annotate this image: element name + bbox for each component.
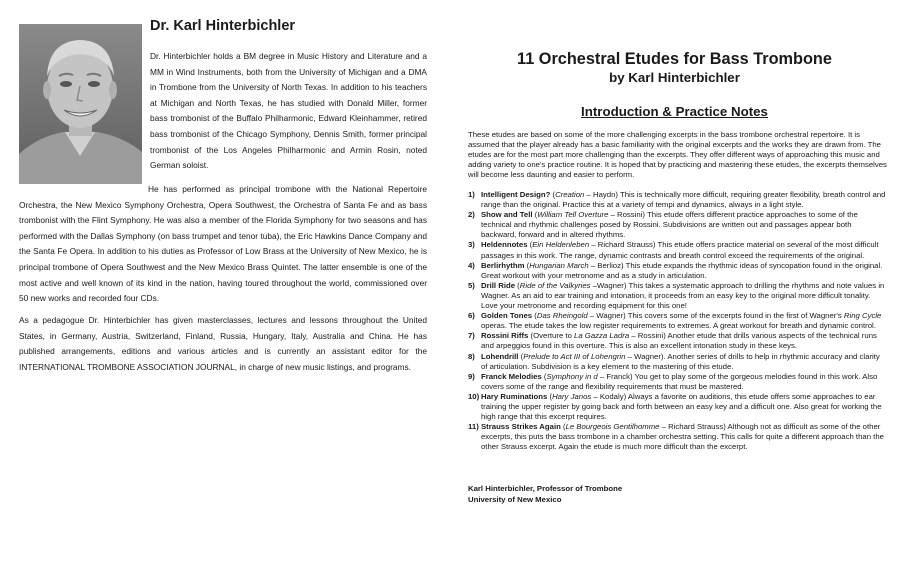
etude-number: 2) [468, 210, 475, 220]
etude-work: Hungarian March [529, 260, 589, 270]
bio-name: Dr. Karl Hinterbichler [150, 18, 296, 34]
etude-title: Golden Tones [481, 311, 533, 321]
etude-work: La Gazza Ladra [574, 331, 630, 341]
notes-page [462, 0, 887, 582]
etude-work: William Tell Overture [537, 210, 609, 220]
bio-paragraph-education: Dr. Hinterbichler holds a BM degree in Music History and Literature and a MM in Wind Instruments, both from the University of Michigan and a DMA in Trombone from the University of North Texas. In addition to his teachers at Michigan and North Texas, he has studied with Donald Miller, former bass trombonist of the Buffalo Philharmonic, Edward Kleinhammer, retired bass trombonist of the Chicago Symphony, Dennis Smith, former principal trombonist of the Los Angeles Philharmonic and Armin Rosin, noted German soloist. [150, 51, 427, 171]
etude-description: – Kodaly) Always a favorite on auditions, this etude offers some approaches to ear training the upper register by going back and forth between an easy key and a difficult one. Also great for working the high range that this excerpt requires. [481, 391, 882, 422]
etude-work: Das Rheingold [536, 311, 588, 321]
etude-number: 8) [468, 351, 475, 361]
etude-number: 1) [468, 190, 475, 199]
bio-page [0, 0, 440, 582]
etude-title: Berlirhythm [481, 260, 525, 270]
etude-description: – Rossini) This etude offers different practice approaches to some of the technical and rhythmic challenges posed by Rossini. Subdivisions are written out and passages appear both backward, forward and in altered rhythms. [481, 210, 858, 240]
etude-title: Strauss Strikes Again [481, 422, 561, 432]
etude-number: 4) [468, 260, 475, 270]
etude-description: –Wagner) This takes a systematic approach to drilling the rhythms and note values in Wagner. As an aid to ear training and intonation, it proceeds from an easy key to the original more difficult tonality. Love your metronome and recording equipment for this one! [481, 280, 885, 311]
signature-block [468, 484, 622, 505]
signature-affiliation: University of New Mexico [468, 494, 562, 504]
signature-name: Karl Hinterbichler, Professor of Trombone [468, 484, 623, 493]
etude-title: Rossini Riffs [481, 331, 529, 341]
section-heading: Introduction & Practice Notes [581, 104, 768, 119]
etude-description: – Berlioz) This etude expands the rhythmic ideas of syncopation found in the original. Great workout with your metronome and as a study in articulation. [481, 260, 883, 280]
etude-work-secondary: Ring Cycle [843, 311, 882, 321]
etude-work: Symphony in d [546, 371, 598, 381]
etude-item: 1) Intelligent Design? (Creation – Haydn) This is technically more difficult, requiring greater flexibility, breath control and range than the original. Practice this at a variety of tempi and dynamics, always in a light style. [468, 190, 886, 210]
etude-work: Le Bourgeois Gentilhomme [565, 422, 660, 432]
etude-description: – Richard Strauss) This etude offers practice material on several of the most difficult passages in this work. The range, dynamic contrasts and breath control exceed the requirements of the original. [481, 240, 879, 260]
etude-number: 6) [468, 311, 475, 321]
etude-number: 5) [468, 280, 475, 290]
etude-item: 9) Franck Melodies (Symphony in d – Franck) You get to play some of the gorgeous melodies found in this work. Also covers some of the range and flexibility requirements that must be mastered. [468, 371, 878, 391]
etude-title: Intelligent Design? [481, 190, 551, 199]
etude-number: 3) [468, 240, 475, 250]
etude-description: – Wagner) This covers some of the excerpts found in the first of Wagner's [587, 311, 844, 321]
intro-paragraph: These etudes are based on some of the more challenging excerpts in the bass trombone orchestral repertoire. It is assumed that the player already has a basic familiarity with the original excerpts and the works they are drawn from. The etudes are for the most part more challenging than the excerpts. They offer different ways of approaching this music and adding variety to one's practice routine. It is hoped that by practicing and mastering these etudes, the excerpts themselves will become less daunting and easier to perform. [468, 130, 887, 180]
etude-title: Heldennotes [481, 240, 528, 250]
etude-item: 5) Drill Ride (Ride of the Valkyries –Wagner) This takes a systematic approach to drilling the rhythms and note values in Wagner. As an aid to ear training and intonation, it proceeds from an easy key to the original more difficult tonality. Love your metronome and recording equipment for this one! [468, 280, 885, 311]
etude-item: 7) Rossini Riffs (Overture to La Gazza Ladra – Rossini) Another etude that drills various aspects of the technical runs and arpeggios found in this overture. This is also an excellent intonation study in these keys. [468, 331, 877, 351]
etude-item: 8) Lohendrill (Prelude to Act III of Lohengrin – Wagner). Another series of drills to help in rhythmic accuracy and clarity of articulation. Subdivision is a key element to the mastering of this etude. [468, 351, 880, 371]
etude-work: Creation [555, 190, 585, 199]
etude-description: – Franck) You get to play some of the gorgeous melodies found in this work. Also covers some of the range and flexibility requirements that must be mastered. [481, 371, 878, 391]
etude-description: – Haydn) This is technically more difficult, requiring greater flexibility, breath control and range than the original. Practice this at a variety of tempi and dynamics, always in a light style. [481, 190, 886, 210]
etude-item: 11) Strauss Strikes Again (Le Bourgeois Gentilhomme – Richard Strauss) Although not as difficult as some of the other excerpts, this puts the bass trombone in a chamber orchestra setting. This calls for quite a different approach than the other Strauss excerpt. Again the etude is much more difficult than the excerpt. [468, 422, 884, 452]
etude-item: 3) Heldennotes (Ein Heldenleben – Richard Strauss) This etude offers practice material on several of the most difficult passages in this work. The range, dynamic contrasts and breath control exceed the requirements of the original. [468, 240, 879, 260]
etude-description: – Wagner). Another series of drills to help in rhythmic accuracy and clarity of articulation. Subdivision is a key element to the mastering of this etude. [481, 351, 880, 371]
etude-title: Hary Ruminations [481, 391, 548, 401]
etude-number: 9) [468, 371, 475, 381]
book-title: 11 Orchestral Etudes for Bass Trombone [517, 50, 832, 68]
bio-paragraph-pedagogy: As a pedagogue Dr. Hinterbichler has given masterclasses, lectures and lessons throughout the United States, in Germany, Austria, Switzerland, Finland, Russia, Hungary, Italy, Australia and China. He has published arrangements, editions and various articles and is currently an assistant editor for the INTERNATIONAL TROMBONE ASSOCIATION JOURNAL, in charge of new music listings, and programs. [19, 315, 427, 372]
etude-number: 7) [468, 331, 475, 341]
etude-item: 6) Golden Tones (Das Rheingold – Wagner) This covers some of the excerpts found in the first of Wagner's Ring Cycle operas. The etude takes the low register requirements to extremes. A great workout for breath and dynamic control. [468, 311, 882, 331]
book-byline: by Karl Hinterbichler [609, 70, 740, 85]
etude-description: – Rossini) Another etude that drills various aspects of the technical runs and arpeggios found in this overture. This is also an excellent intonation study in these keys. [481, 331, 877, 351]
etude-work: Ride of the Valkyries [519, 280, 591, 290]
etude-item: 2) Show and Tell (William Tell Overture – Rossini) This etude offers different practice approaches to some of the technical and rhythmic challenges posed by Rossini. Subdivisions are written out and passages appear both backward, forward and in altered rhythms. [468, 210, 858, 240]
etude-list [468, 190, 887, 452]
etude-title: Drill Ride [481, 280, 516, 290]
etude-work: Hary Janos [552, 391, 592, 401]
etude-title: Show and Tell [481, 210, 533, 220]
bio-paragraph-performance: He has performed as principal trombone with the National Repertoire Orchestra, the New Mexico Symphony Orchestra, Opera Southwest, the Orchestra of Santa Fe and as bass trombonist with the Flint Symphony. He was also a member of the Florida Symphony for two seasons and has performed with the Dallas Symphony (on bass trumpet and tenor tuba), the Eric Hawkins Dance Company and the Santa Fe Opera. In addition to his duties as Professor of Low Brass at the University of New Mexico, he is principal trombone of Opera Southwest and the New Mexico Brass Quintet. The latter ensemble is one of the most active and well known of its kind in the nation, having toured throughout the world, commissioned over 50 new works and recorded four CDs. [19, 184, 427, 304]
etude-title: Franck Melodies [481, 371, 542, 381]
etude-title: Lohendrill [481, 351, 519, 361]
portrait-image [19, 24, 142, 184]
etude-item: 10) Hary Ruminations (Hary Janos – Kodaly) Always a favorite on auditions, this etude offers some approaches to ear training the upper register by going back and forth between an easy key and a difficult one. Also great for working the high range that this excerpt requires. [468, 391, 882, 422]
etude-description: – Richard Strauss) Although not as difficult as some of the other excerpts, this puts the bass trombone in a chamber orchestra setting. This calls for quite a different approach than the other Strauss excerpt. Again the etude is much more difficult than the excerpt. [481, 422, 884, 452]
author-photo [19, 24, 142, 184]
etude-number: 10) [468, 391, 480, 401]
etude-work: Prelude to Act III of Lohengrin [523, 351, 626, 361]
etude-description-cont: operas. The etude takes the low register requirements to extremes. A great workout for breath and dynamic control. [481, 321, 876, 331]
etude-work: Ein Heldenleben [532, 240, 590, 250]
etude-item: 4) Berlirhythm (Hungarian March – Berlioz) This etude expands the rhythmic ideas of syncopation found in the original. Great workout with your metronome and as a study in articulation. [468, 260, 883, 280]
etude-number: 11) [468, 422, 479, 432]
